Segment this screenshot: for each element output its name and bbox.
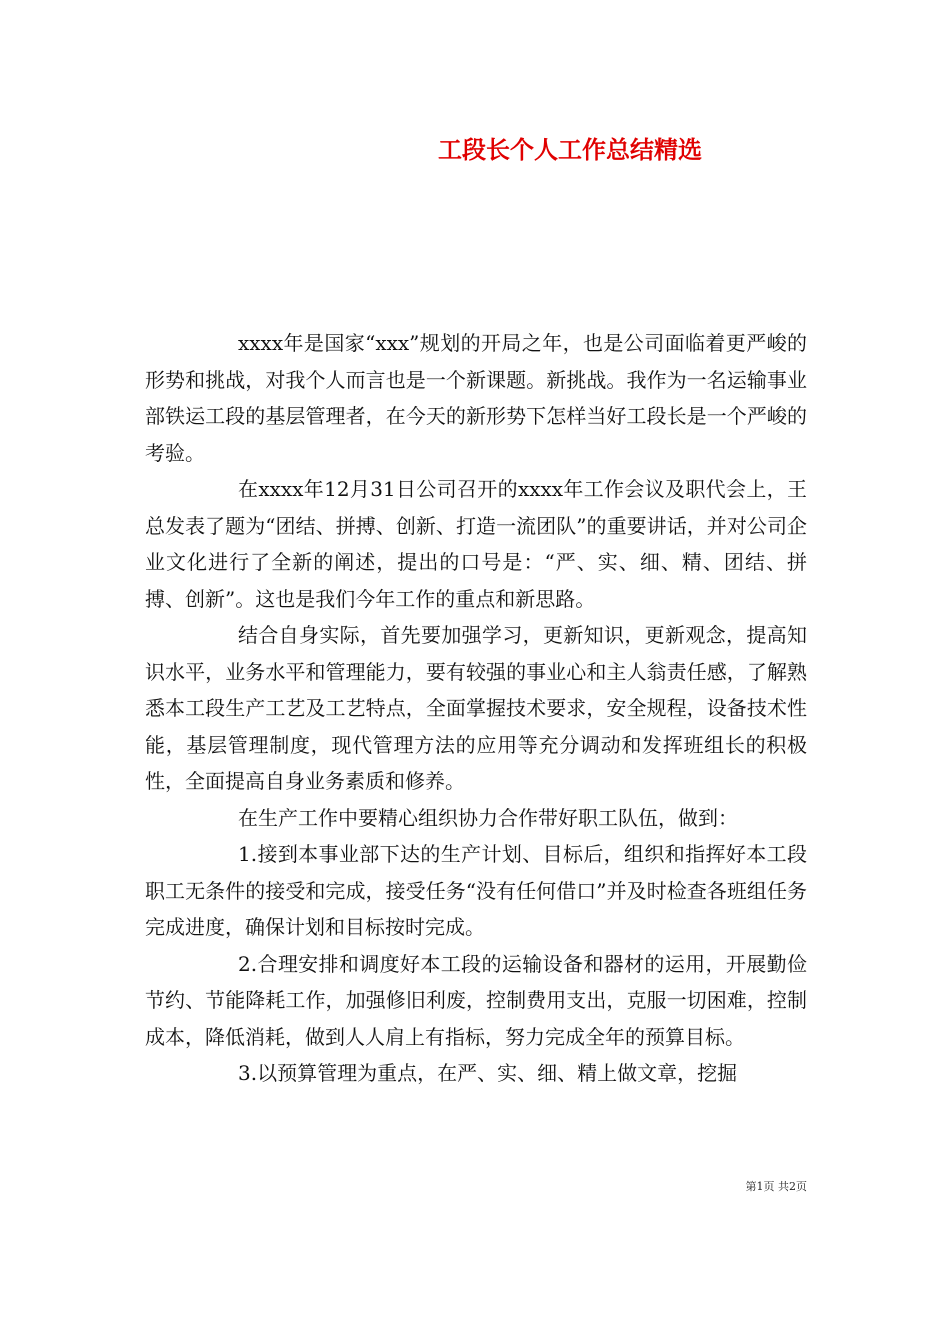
paragraph-1: xxxx年是国家“xxx”规划的开局之年，也是公司面临着更严峻的形势和挑战，对我个人而言也是一个新课题。新挑战。我作为一名运输事业部铁运工段的基层管理者，在今天的新形势下怎样当好工段长是一个严峻的考验。 [145,331,807,465]
paragraph-7: 3.以预算管理为重点，在严、实、细、精上做文章，挖掘 [238,1061,738,1085]
document-body [145,325,807,1092]
paragraph-4: 在生产工作中要精心组织协力合作带好职工队伍，做到： [238,805,738,830]
page-number: 第1页 共2页 [745,1180,807,1193]
document-title: 工段长个人工作总结精选 [438,135,702,164]
paragraph-3: 结合自身实际，首先要加强学习，更新知识，更新观念，提高知识水平，业务水平和管理能力，要有较强的事业心和主人翁责任感，了解熟悉本工段生产工艺及工艺特点，全面掌握技术要求，安全规程，设备技术性能，基层管理制度，现代管理方法的应用等充分调动和发挥班组长的积极性，全面提高自身业务素质和修养。 [145,623,807,793]
paragraph-2: 在xxxx年12月31日公司召开的xxxx年工作会议及职代会上，王总发表了题为“团结、拼搏、创新、打造一流团队”的重要讲话，并对公司企业文化进行了全新的阐述，提出的口号是：“严、实、细、精、团结、拼搏、创新”。这也是我们今年工作的重点和新思路。 [145,477,807,611]
paragraph-5: 1.接到本事业部下达的生产计划、目标后，组织和指挥好本工段职工无条件的接受和完成，接受任务“没有任何借口”并及时检查各班组任务完成进度，确保计划和目标按时完成。 [145,842,807,939]
paragraph-6: 2.合理安排和调度好本工段的运输设备和器材的运用，开展勤俭节约、节能降耗工作，加强修旧利废，控制费用支出，克服一切困难，控制成本，降低消耗，做到人人肩上有指标，努力完成全年的预算目标。 [145,951,807,1049]
